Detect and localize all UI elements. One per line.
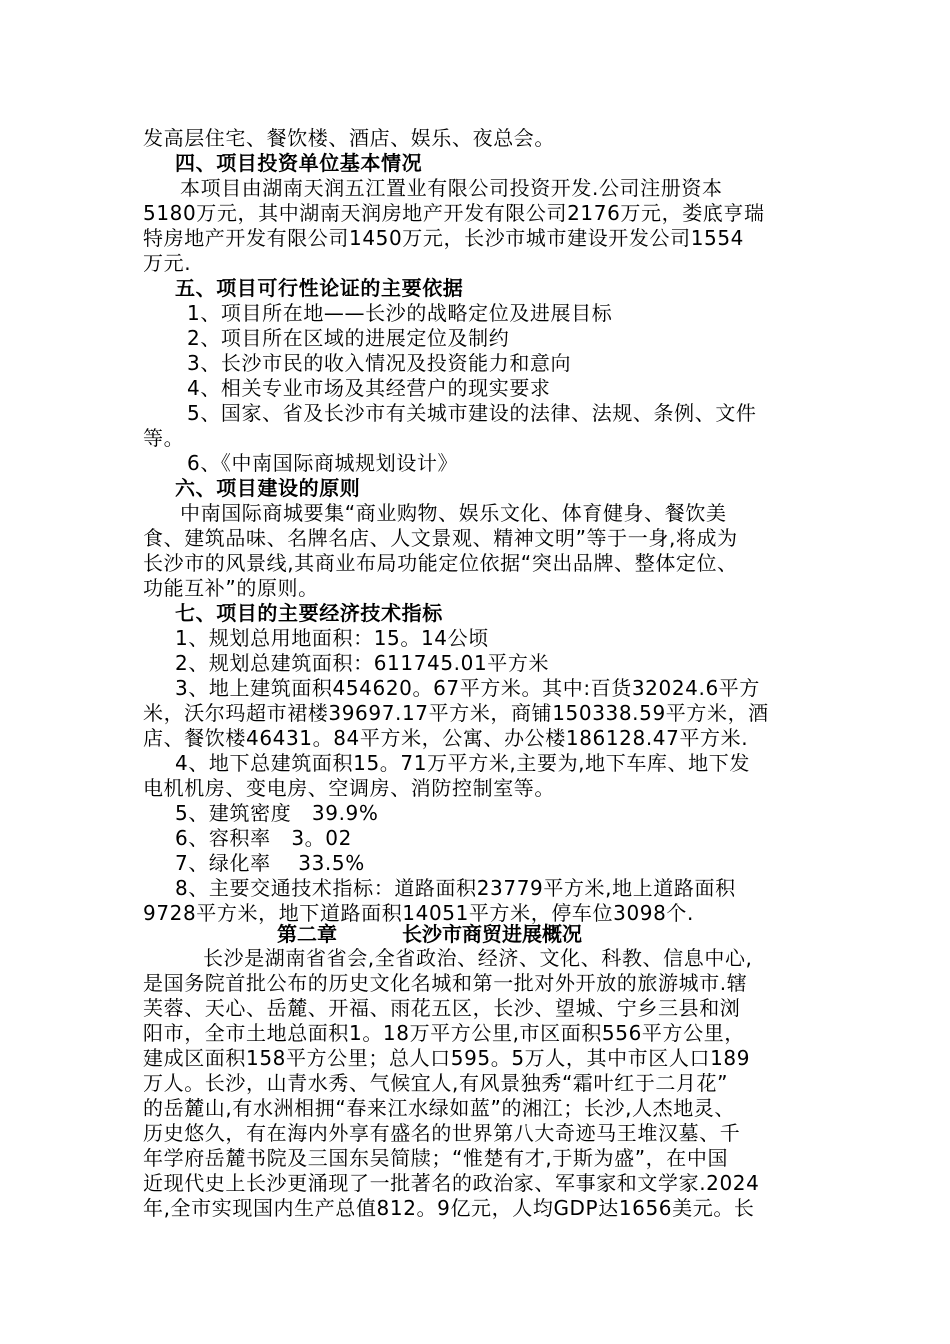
list-item: 5、国家、省及长沙市有关城市建设的法律、法规、条例、文件	[187, 401, 757, 425]
text-line: 店、餐饮楼46431。84平方米，公寓、办公楼186128.47平方米.	[143, 726, 749, 750]
text-line: 中南国际商城要集“商业购物、娱乐文化、体育健身、餐饮美	[180, 501, 727, 525]
section-heading: 七、项目的主要经济技术指标	[175, 601, 443, 625]
list-item: 1、项目所在地——长沙的战略定位及进展目标	[187, 301, 613, 325]
text-line: 5180万元，其中湖南天润房地产开发有限公司2176万元，娄底亨瑞	[143, 201, 765, 225]
text-line: 是国务院首批公布的历史文化名城和第一批对外开放的旅游城市.辖	[143, 971, 748, 995]
list-item: 2、规划总建筑面积：611745.01平方米	[175, 651, 550, 675]
text-line: 建成区面积158平方公里；总人口595。5万人，其中市区人口189	[143, 1046, 751, 1070]
text-line: 本项目由湖南天润五江置业有限公司投资开发.公司注册资本	[180, 176, 723, 200]
text-line: 食、建筑品味、名牌名店、人文景观、精神文明”等于一身,将成为	[143, 526, 738, 550]
text-line: 米，沃尔玛超市裙楼39697.17平方米，商铺150338.59平方米，酒	[143, 701, 769, 725]
text-line: 历史悠久，有在海内外享有盛名的世界第八大奇迹马王堆汉墓、千	[143, 1121, 741, 1145]
list-item: 3、长沙市民的收入情况及投资能力和意向	[187, 351, 572, 375]
section-heading: 六、项目建设的原则	[175, 476, 361, 500]
list-item: 6、容积率 3。02	[175, 826, 352, 850]
text-line: 阳市，全市土地总面积1。18万平方公里,市区面积556平方公里，	[143, 1021, 745, 1045]
text-line: 功能互补”的原则。	[143, 576, 319, 600]
text-line: 长沙是湖南省省会,全省政治、经济、文化、科教、信息中心,	[203, 946, 753, 970]
text-line: 电机机房、变电房、空调房、消防控制室等。	[143, 776, 555, 800]
text-line: 年学府岳麓书院及三国东吴简牍；“惟楚有才,于斯为盛”，在中国	[143, 1146, 729, 1170]
list-item: 3、地上建筑面积454620。67平方米。其中:百货32024.6平方	[175, 676, 760, 700]
chapter-number: 第二章	[277, 922, 337, 946]
list-item: 2、项目所在区域的进展定位及制约	[187, 326, 510, 350]
text-line: 9728平方米，地下道路面积14051平方米，停车位3098个.	[143, 901, 694, 925]
list-item: 8、主要交通技术指标：道路面积23779平方米,地上道路面积	[175, 876, 736, 900]
chapter-title: 长沙市商贸进展概况	[402, 922, 582, 946]
text-line: 发高层住宅、餐饮楼、酒店、娱乐、夜总会。	[143, 126, 555, 150]
section-heading: 四、项目投资单位基本情况	[175, 151, 423, 175]
list-item: 4、地下总建筑面积15。71万平方米,主要为,地下车库、地下发	[175, 751, 750, 775]
text-line: 芙蓉、天心、岳麓、开福、雨花五区，长沙、望城、宁乡三县和浏	[143, 996, 741, 1020]
list-item: 5、建筑密度 39.9%	[175, 801, 379, 825]
section-heading: 五、项目可行性论证的主要依据	[175, 276, 464, 300]
list-item: 1、规划总用地面积：15。14公顷	[175, 626, 489, 650]
text-line: 特房地产开发有限公司1450万元，长沙市城市建设开发公司1554	[143, 226, 744, 250]
text-line: 等。	[143, 426, 185, 450]
text-line: 长沙市的风景线,其商业布局功能定位依据“突出品牌、整体定位、	[143, 551, 738, 575]
list-item: 7、绿化率 33.5%	[175, 851, 365, 875]
list-item: 6、《中南国际商城规划设计》	[187, 451, 459, 475]
text-line: 万人。长沙，山青水秀、气候宜人,有风景独秀“霜叶红于二月花”	[143, 1071, 729, 1095]
list-item: 4、相关专业市场及其经营户的现实要求	[187, 376, 551, 400]
text-line: 万元.	[143, 251, 192, 275]
text-line: 的岳麓山,有水洲相拥“春来江水绿如蓝”的湘江；长沙,人杰地灵、	[143, 1096, 736, 1120]
text-line: 近现代史上长沙更涌现了一批著名的政治家、军事家和文学家.2024	[143, 1171, 760, 1195]
text-line: 年,全市实现国内生产总值812。9亿元，人均GDP达1656美元。长	[143, 1196, 755, 1220]
